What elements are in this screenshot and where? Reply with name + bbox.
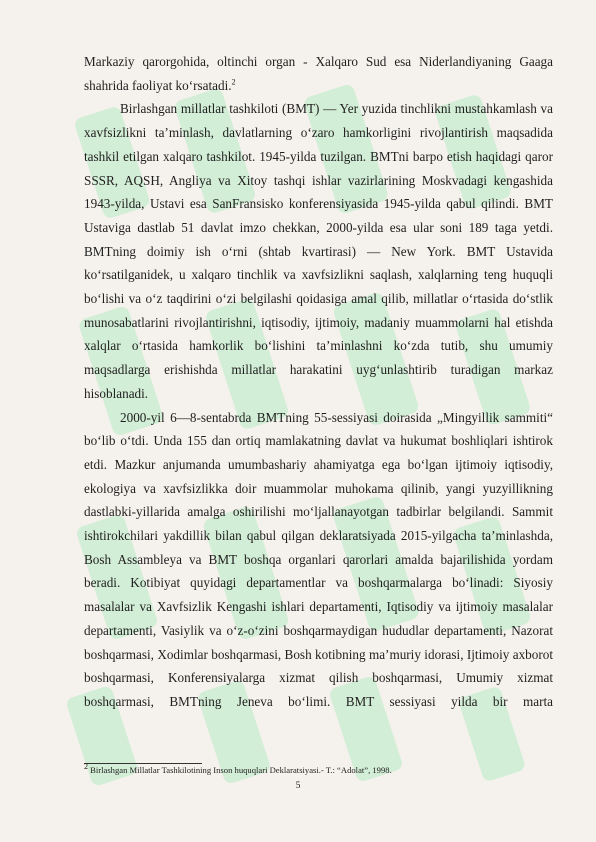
opening-line-1	[84, 50, 553, 74]
opening-line-1-text: Markaziy qarorgohida, oltinchi organ - Xalqaro Sud esa Niderlandiyaning Gaaga	[84, 54, 553, 69]
footnote	[84, 762, 553, 776]
page-number: 5	[295, 780, 301, 791]
footnote-text: Birlashgan Millatlar Tashkilotining Inson huquqlari Deklaratsiyasi.- T.: “Adolat”, 1998.	[90, 765, 392, 775]
opening-line-2-text: shahrida faoliyat ko‘rsatadi.	[84, 77, 232, 93]
main-text-content	[84, 50, 553, 714]
footnote-separator	[84, 763, 202, 764]
footnote-number: 2	[84, 762, 88, 772]
millennium-summit-paragraph: 2000-yil 6—8-sentabrda BMTning 55-sessiyasi doirasida „Mingyillik sammiti“ bo‘lib o‘tdi. Unda 155 dan ortiq mamlakatning davlat va hukumat boshliqlari ishtirok etdi. Mazkur anjumanda umumbashariy ahamiyatga ega bo‘lgan ijtimoiy iqtisodiy, ekologiya va xavfsizlikka doir muammolar muhokama qilinib, yangi yuzyillikning dastlabki-yillarida amalga oshirilishi mo‘ljallanayotgan tadbirlar belgilandi. Sammit ishtirokchilari yakdillik bilan qabul qilgan deklaratsiyada 2015-yilgacha ta’minlashda, Bosh Assambleya va BMT boshqa organlari qarorlari amalda bajarilishida yordam beradi. Kotibiyat quyidagi departamentlar va boshqarmalarga bo‘linadi: Siyosiy masalalar va Xavfsizlik Kengashi ishlari departamenti, Iqtisodiy va ijtimoiy masalalar departamenti, Vasiylik va o‘z-o‘zini boshqarmaydigan hududlar departamenti, Nazorat boshqarmasi, Xodimlar boshqarmasi, Bosh kotibning ma’muriy idorasi, Ijtimoiy axborot boshqarmasi, Konferensiyalarga xizmat qilish boshqarmasi, Umumiy xizmat boshqarmasi, BMTning Jeneva bo‘limi. BMT sessiyasi yilda bir marta	[84, 409, 553, 709]
un-organization-paragraph: Birlashgan millatlar tashkiloti (BMT) — Yer yuzida tinchlikni mustahkamlash va xavfsizlikni ta’minlash, davlatlarning o‘zaro hamkorligini rivojlantirish maqsadida tashkil etilgan xalqaro tashkilot. 1945-yilda tuzilgan. BMTni barpo etish haqidagi qaror SSSR, AQSH, Angliya va Xitoy tashqi ishlar vazirlarining Moskvadagi kengashida 1943-yilda, Ustavi esa SanFransisko konferensiyasida 1945-yilda qabul qilindi. BMT Ustaviga dastlab 51 davlat imzo chekkan, 2000-yilda esa ular soni 189 taga yetdi. BMTning doimiy ish o‘rni (shtab kvartirasi) — New York. BMT Ustavida ko‘rsatilganidek, u xalqaro tinchlik va xavfsizlikni saqlash, xalqlarning teng huquqli bo‘lishi va o‘z taqdirini o‘zi belgilashi qoidasiga amal qilib, millatlar o‘rtasida do‘stlik munosabatlarini rivojlantirishni, iqtisodiy, ijtimoiy, madaniy muammolarni hal etishda xalqlar o‘rtasida hamkorlik bo‘lishini ta’minlashni ko‘zda tutib, shu umumiy maqsadlarga erishishda millatlar harakatini uyg‘unlashtirib turadigan markaz hisoblanadi.	[84, 101, 553, 401]
opening-line-2	[84, 74, 553, 98]
opening-footnote-reference: 2	[231, 77, 236, 87]
